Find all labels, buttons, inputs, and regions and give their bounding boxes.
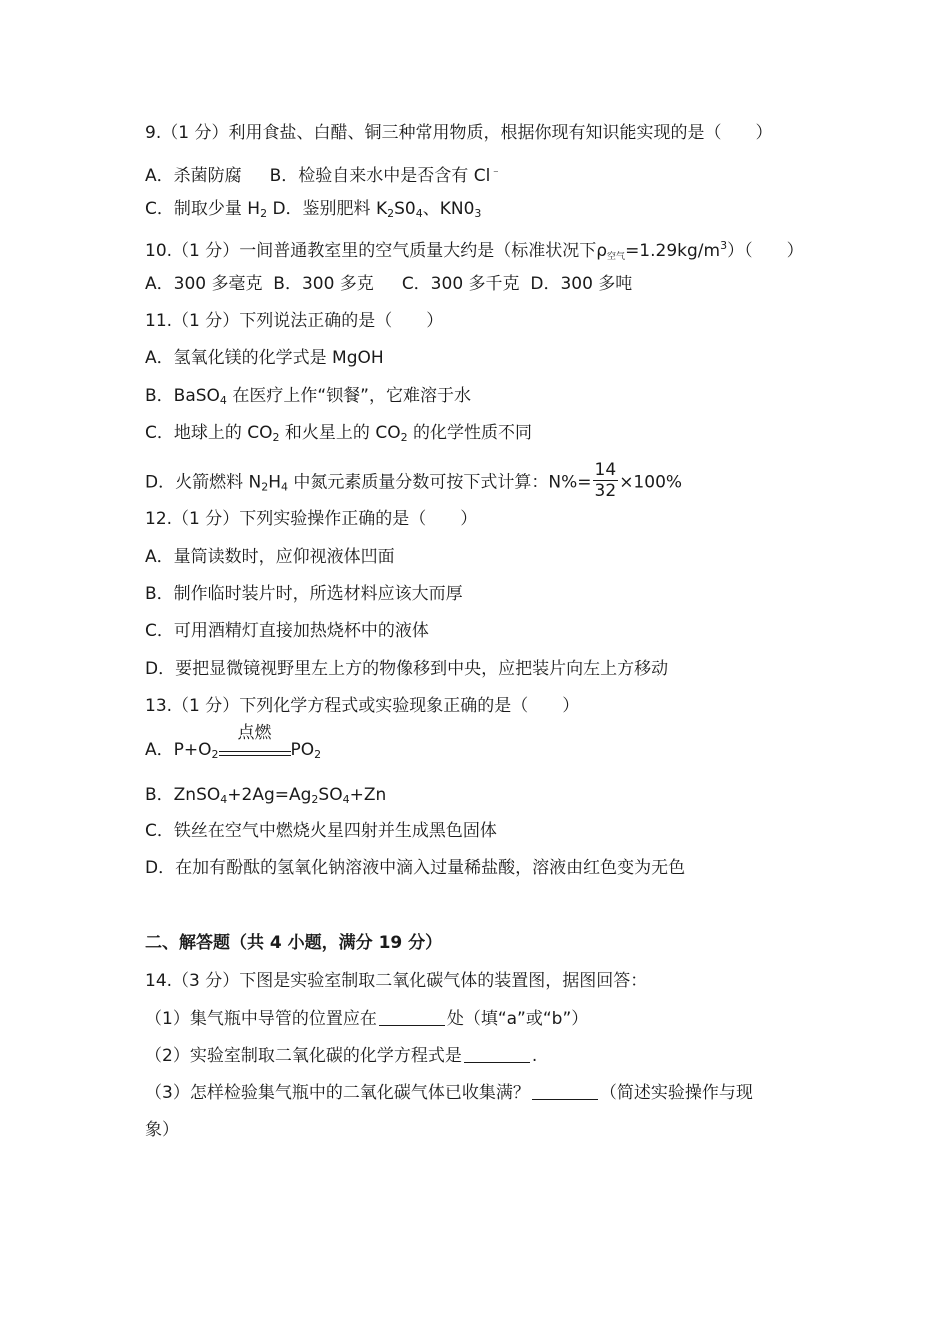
q11-option-a	[145, 347, 384, 369]
q14-part1	[145, 1008, 588, 1030]
q13-option-b	[145, 784, 386, 811]
q11-stem	[145, 310, 443, 332]
q9-stem	[145, 122, 772, 144]
q13-option-b-sub2: 2	[311, 793, 319, 806]
reaction-condition-arrow	[219, 723, 291, 761]
q12-option-d-text: D．要把显微镜视野里左上方的物像移到中央，应把装片向左上方移动	[145, 659, 669, 679]
q13-option-b-sub1: 4	[220, 793, 228, 806]
q10-option-a: A．300 多毫克	[145, 274, 263, 294]
q12-option-a-text: A．量筒读数时，应仰视液体凹面	[145, 547, 395, 567]
q10-stem-mid: =1.29kg/m	[625, 241, 721, 261]
q12-option-c	[145, 620, 429, 642]
q11-option-d-pre: D．火箭燃料 N	[145, 472, 262, 493]
q11-option-c-pre: C．地球上的 CO	[145, 423, 273, 443]
q13-option-c	[145, 820, 497, 842]
q9-option-d: D．鉴别肥料 K	[267, 199, 388, 219]
q9-option-d-mid2: 、KN0	[422, 199, 475, 219]
q13-stem	[145, 695, 579, 717]
q10-stem-sub: 空气	[607, 252, 626, 262]
q9-option-d-sub2: 4	[415, 207, 423, 220]
q9-option-b-sup: ﹣	[490, 164, 502, 177]
q10-option-c: C．300 多千克	[401, 274, 520, 294]
q9-option-c-sub: 2	[260, 207, 268, 220]
fraction-denominator: 32	[594, 481, 617, 501]
q12-option-b-text: B．制作临时装片时，所选材料应该大而厚	[145, 584, 463, 604]
q12-stem-text: 12.（1 分）下列实验操作正确的是（ ）	[145, 509, 478, 529]
q13-option-b-mid2: SO	[318, 785, 343, 805]
q10-stem-sup: 3	[720, 239, 728, 252]
q13-option-b-pre: B．ZnSO	[145, 785, 221, 805]
q9-options-cd	[145, 198, 481, 225]
fraction-numerator: 14	[594, 460, 617, 480]
q14-part2-pre: （2）实验室制取二氧化碳的化学方程式是	[145, 1046, 462, 1066]
q13-option-b-mid: +2Ag=Ag	[227, 785, 312, 805]
q10-option-d: D．300 多吨	[530, 274, 633, 294]
q11-option-d-mid: H	[268, 472, 282, 493]
q12-stem	[145, 508, 477, 530]
q11-option-c-sub2: 2	[400, 431, 408, 444]
q9-option-d-mid: S0	[394, 199, 416, 219]
q11-option-c-mid: 和火星上的 CO	[279, 423, 401, 443]
q13-option-a-sub2: 2	[314, 748, 322, 761]
equals-line-top	[219, 751, 291, 752]
q13-option-a	[145, 723, 322, 766]
q11-option-c-sub1: 2	[272, 431, 280, 444]
q10-options	[145, 273, 632, 295]
q14-part3-cont	[145, 1119, 179, 1141]
q11-option-a-text: A．氢氧化镁的化学式是 MgOH	[145, 348, 384, 368]
q10-stem-pre: 10.（1 分）一间普通教室里的空气质量大约是（标准状况下ρ	[145, 241, 608, 261]
q11-option-b-pre: B．BaSO	[145, 386, 220, 406]
q13-option-d	[145, 857, 685, 879]
q11-option-c-post: 的化学性质不同	[407, 423, 532, 443]
q11-option-b	[145, 385, 471, 412]
q10-stem	[145, 235, 804, 268]
q11-option-d-post: 中氮元素质量分数可按下式计算：N%=	[288, 472, 592, 493]
q11-option-d-tail: ×100%	[619, 472, 683, 493]
q13-option-a-post: PO	[290, 740, 315, 760]
q11-option-d	[145, 462, 682, 503]
q11-option-b-post: 在医疗上作“钡餐”，它难溶于水	[226, 386, 471, 406]
q12-option-d	[145, 658, 668, 680]
answer-blank-2[interactable]	[464, 1046, 530, 1063]
equals-line-bottom	[219, 755, 291, 756]
q9-option-d-sub3: 3	[474, 207, 482, 220]
reaction-condition-label: 点燃	[237, 723, 272, 743]
q14-part3	[145, 1082, 753, 1104]
q9-option-c: C．制取少量 H	[145, 199, 261, 219]
q13-option-a-sub: 2	[211, 748, 219, 761]
q9-options-ab	[145, 160, 501, 187]
q14-part3-post: （简述实验操作与现	[599, 1083, 753, 1103]
q13-option-a-pre: A．P+O	[145, 740, 212, 760]
answer-blank-1[interactable]	[379, 1009, 445, 1026]
mass-fraction	[593, 460, 619, 501]
q9-option-b: B．检验自来水中是否含有 Cl	[269, 166, 491, 186]
q11-option-c	[145, 422, 532, 449]
q13-option-c-text: C．铁丝在空气中燃烧火星四射并生成黑色固体	[145, 821, 497, 841]
q14-part3-cont-text: 象）	[145, 1120, 179, 1140]
q12-option-a	[145, 546, 395, 568]
q14-part2	[145, 1045, 537, 1067]
q14-stem	[145, 970, 647, 992]
q12-option-b	[145, 583, 463, 605]
q10-option-b: B．300 多克	[273, 274, 374, 294]
section-heading	[145, 932, 442, 954]
q10-stem-post: ）（ ）	[727, 241, 804, 261]
q14-part2-post: .	[531, 1046, 538, 1066]
q14-part1-pre: （1）集气瓶中导管的位置应在	[145, 1009, 377, 1029]
q11-option-d-sub1: 2	[261, 480, 269, 494]
q13-option-b-sub3: 4	[342, 793, 350, 806]
q14-part3-pre: （3）怎样检验集气瓶中的二氧化碳气体已收集满？	[145, 1083, 530, 1103]
section-heading-text: 二、解答题（共 4 小题，满分 19 分）	[145, 933, 443, 953]
q11-option-d-sub2: 4	[281, 480, 289, 494]
q13-stem-text: 13.（1 分）下列化学方程式或实验现象正确的是（ ）	[145, 696, 580, 716]
q11-option-b-sub: 4	[219, 394, 227, 407]
q14-part1-post: 处（填“a”或“b”）	[446, 1009, 589, 1029]
q9-stem-text: 9.（1 分）利用食盐、白醋、铜三种常用物质，根据你现有知识能实现的是（ ）	[145, 123, 773, 143]
q12-option-c-text: C．可用酒精灯直接加热烧杯中的液体	[145, 621, 429, 641]
q9-option-d-sub1: 2	[387, 207, 395, 220]
q14-stem-text: 14.（3 分）下图是实验室制取二氧化碳气体的装置图，据图回答：	[145, 971, 648, 991]
q13-option-b-post: +Zn	[349, 785, 387, 805]
q13-option-d-text: D．在加有酚酞的氢氧化钠溶液中滴入过量稀盐酸，溶液由红色变为无色	[145, 858, 686, 878]
q11-stem-text: 11.（1 分）下列说法正确的是（ ）	[145, 311, 444, 331]
q9-option-a: A．杀菌防腐	[145, 166, 242, 186]
answer-blank-3[interactable]	[532, 1083, 598, 1100]
